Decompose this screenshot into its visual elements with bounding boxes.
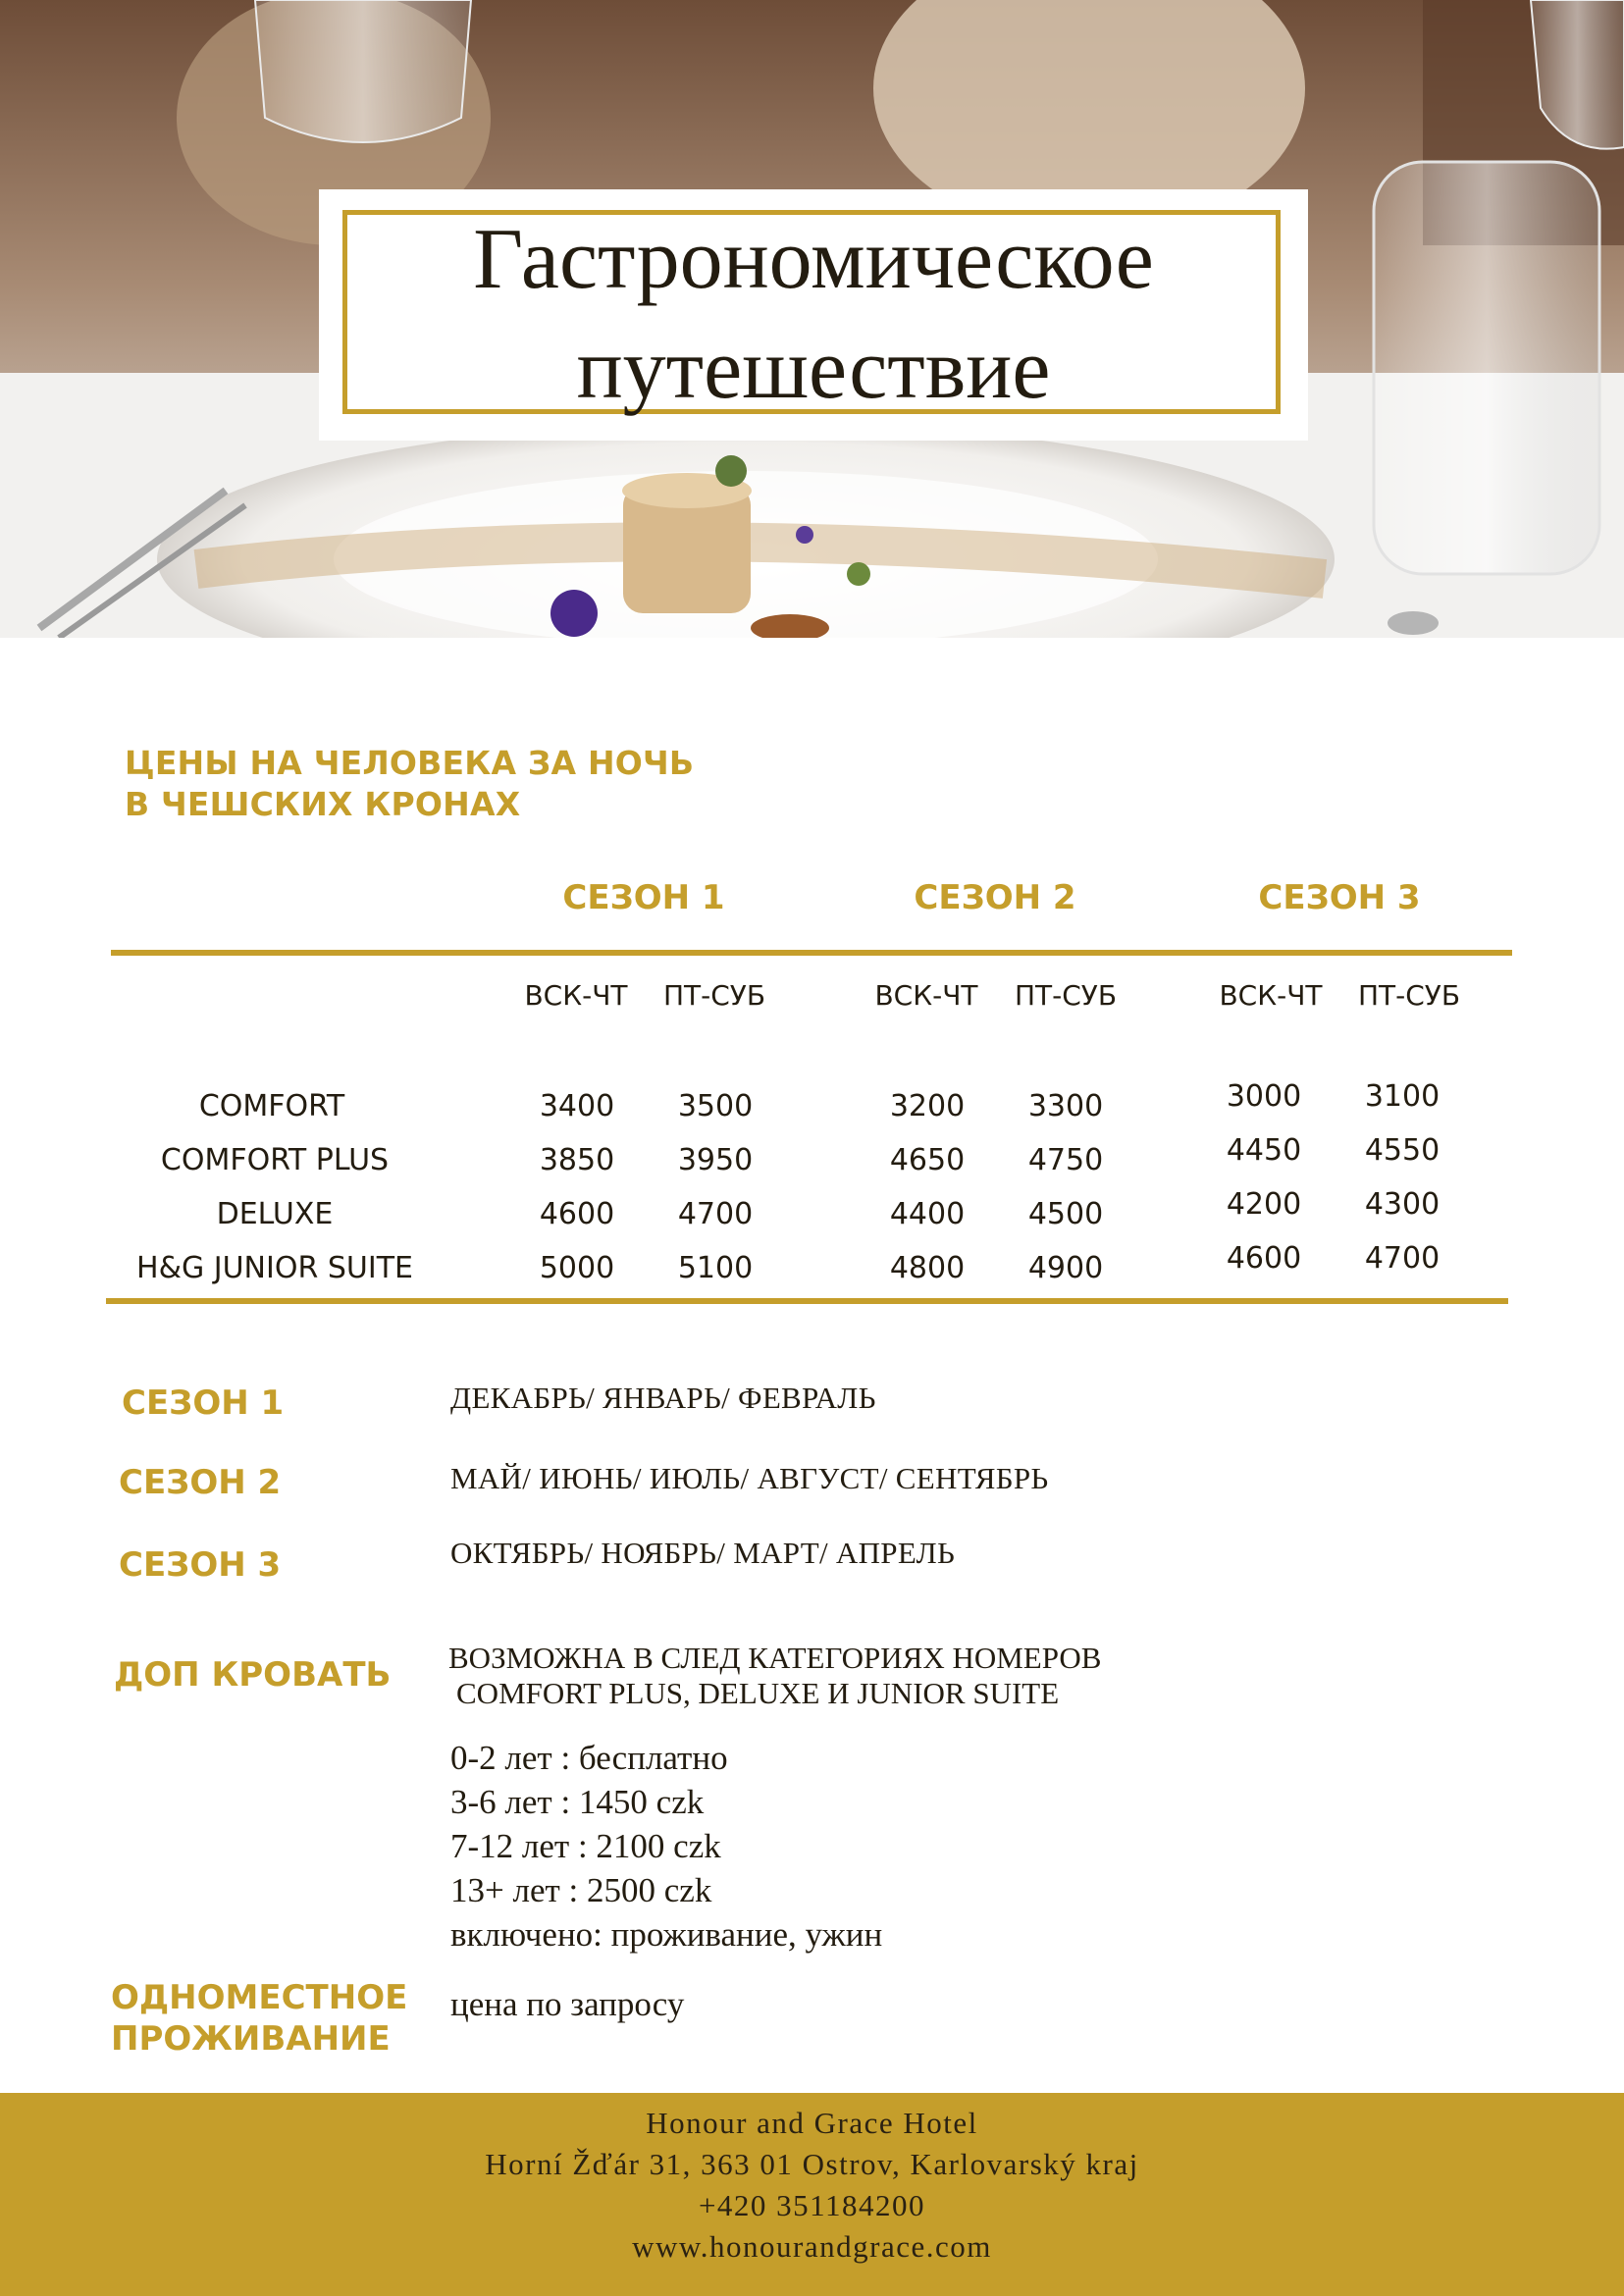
room-comfort-plus: COMFORT PLUS bbox=[160, 1143, 390, 1177]
season-3-label: СЕЗОН 3 bbox=[119, 1545, 282, 1585]
season-2-header: СЕЗОН 2 bbox=[914, 878, 1076, 917]
price-cell: 4200 bbox=[1226, 1187, 1302, 1222]
table-bottom-rule bbox=[106, 1298, 1508, 1304]
extra-bed-text-line-1: ВОЗМОЖНА В СЛЕД КАТЕГОРИЯХ НОМЕРОВ bbox=[448, 1641, 1102, 1675]
room-junior-suite: H&G JUNIOR SUITE bbox=[136, 1251, 413, 1285]
footer-phone[interactable]: +420 351184200 bbox=[698, 2188, 926, 2222]
footer-address: Horní Žďár 31, 363 01 Ostrov, Karlovarský kraj bbox=[485, 2147, 1139, 2181]
price-cell: 3300 bbox=[1027, 1089, 1104, 1123]
s3-day-head-fri-sat: ПТ-СУБ bbox=[1357, 979, 1461, 1012]
s1-day-head-fri-sat: ПТ-СУБ bbox=[662, 979, 766, 1012]
room-deluxe: DELUXE bbox=[216, 1197, 334, 1231]
price-cell: 4300 bbox=[1364, 1187, 1441, 1222]
title-card bbox=[319, 189, 1308, 441]
price-cell: 4400 bbox=[889, 1197, 966, 1231]
page-title-line-1: Гастрономическое bbox=[473, 212, 1154, 307]
price-cell: 4600 bbox=[539, 1197, 615, 1231]
price-cell: 4750 bbox=[1027, 1143, 1104, 1177]
price-cell: 4700 bbox=[677, 1197, 754, 1231]
extra-bed-label: ДОП КРОВАТЬ bbox=[114, 1655, 392, 1695]
single-occupancy-text: цена по запросу bbox=[450, 1985, 685, 2023]
season-1-header: СЕЗОН 1 bbox=[562, 878, 725, 917]
fee-line: 13+ лет : 2500 czk bbox=[450, 1871, 712, 1909]
single-label-line-2: ПРОЖИВАНИЕ bbox=[111, 2019, 391, 2059]
fee-line: 3-6 лет : 1450 czk bbox=[450, 1783, 705, 1821]
price-cell: 4800 bbox=[889, 1251, 966, 1285]
season-2-months: МАЙ/ ИЮНЬ/ ИЮЛЬ/ АВГУСТ/ СЕНТЯБРЬ bbox=[450, 1461, 1049, 1495]
price-cell: 4500 bbox=[1027, 1197, 1104, 1231]
price-cell: 4700 bbox=[1364, 1241, 1441, 1276]
price-cell: 3000 bbox=[1226, 1079, 1302, 1114]
footer-website-link[interactable]: www.honourandgrace.com bbox=[632, 2229, 992, 2264]
single-label-line-1: ОДНОМЕСТНОЕ bbox=[111, 1978, 408, 2017]
price-cell: 3400 bbox=[539, 1089, 615, 1123]
page-title-line-2: путешествие bbox=[576, 322, 1051, 417]
fee-line: включено: проживание, ужин bbox=[450, 1915, 883, 1954]
price-cell: 5000 bbox=[539, 1251, 615, 1285]
price-table-heading bbox=[125, 743, 694, 825]
extra-bed-description bbox=[448, 1641, 1101, 1711]
extra-bed-text-line-2: COMFORT PLUS, DELUXE И JUNIOR SUITE bbox=[456, 1676, 1060, 1710]
price-cell: 4450 bbox=[1226, 1133, 1302, 1168]
room-comfort: COMFORT bbox=[198, 1089, 345, 1123]
season-1-months: ДЕКАБРЬ/ ЯНВАРЬ/ ФЕВРАЛЬ bbox=[450, 1381, 876, 1415]
s1-day-head-sun-thu: ВСК-ЧТ bbox=[524, 979, 628, 1012]
price-cell: 5100 bbox=[677, 1251, 754, 1285]
footer bbox=[0, 2093, 1624, 2296]
extra-bed-fee-list bbox=[450, 1736, 882, 1957]
price-cell: 4650 bbox=[889, 1143, 966, 1177]
price-cell: 4600 bbox=[1226, 1241, 1302, 1276]
price-cell: 3500 bbox=[677, 1089, 754, 1123]
price-cell: 3850 bbox=[539, 1143, 615, 1177]
price-cell: 3200 bbox=[889, 1089, 966, 1123]
fee-line: 7-12 лет : 2100 czk bbox=[450, 1827, 721, 1865]
season-3-months: ОКТЯБРЬ/ НОЯБРЬ/ МАРТ/ АПРЕЛЬ bbox=[450, 1536, 956, 1570]
price-cell: 3950 bbox=[677, 1143, 754, 1177]
s2-day-head-sun-thu: ВСК-ЧТ bbox=[874, 979, 978, 1012]
single-occupancy-label bbox=[111, 1977, 407, 2060]
price-cell: 4550 bbox=[1364, 1133, 1441, 1168]
price-cell: 4900 bbox=[1027, 1251, 1104, 1285]
s3-day-head-sun-thu: ВСК-ЧТ bbox=[1219, 979, 1323, 1012]
table-top-rule bbox=[111, 950, 1512, 956]
price-heading-line-1: ЦЕНЫ НА ЧЕЛОВЕКА ЗА НОЧЬ bbox=[125, 744, 695, 782]
price-cell: 3100 bbox=[1364, 1079, 1441, 1114]
price-heading-line-2: В ЧЕШСКИХ КРОНАХ bbox=[125, 785, 521, 823]
season-2-label: СЕЗОН 2 bbox=[119, 1463, 282, 1502]
season-3-header: СЕЗОН 3 bbox=[1258, 878, 1421, 917]
fee-line: 0-2 лет : бесплатно bbox=[450, 1739, 728, 1777]
season-1-label: СЕЗОН 1 bbox=[122, 1383, 285, 1423]
s2-day-head-fri-sat: ПТ-СУБ bbox=[1014, 979, 1118, 1012]
footer-hotel-name: Honour and Grace Hotel bbox=[646, 2106, 978, 2140]
